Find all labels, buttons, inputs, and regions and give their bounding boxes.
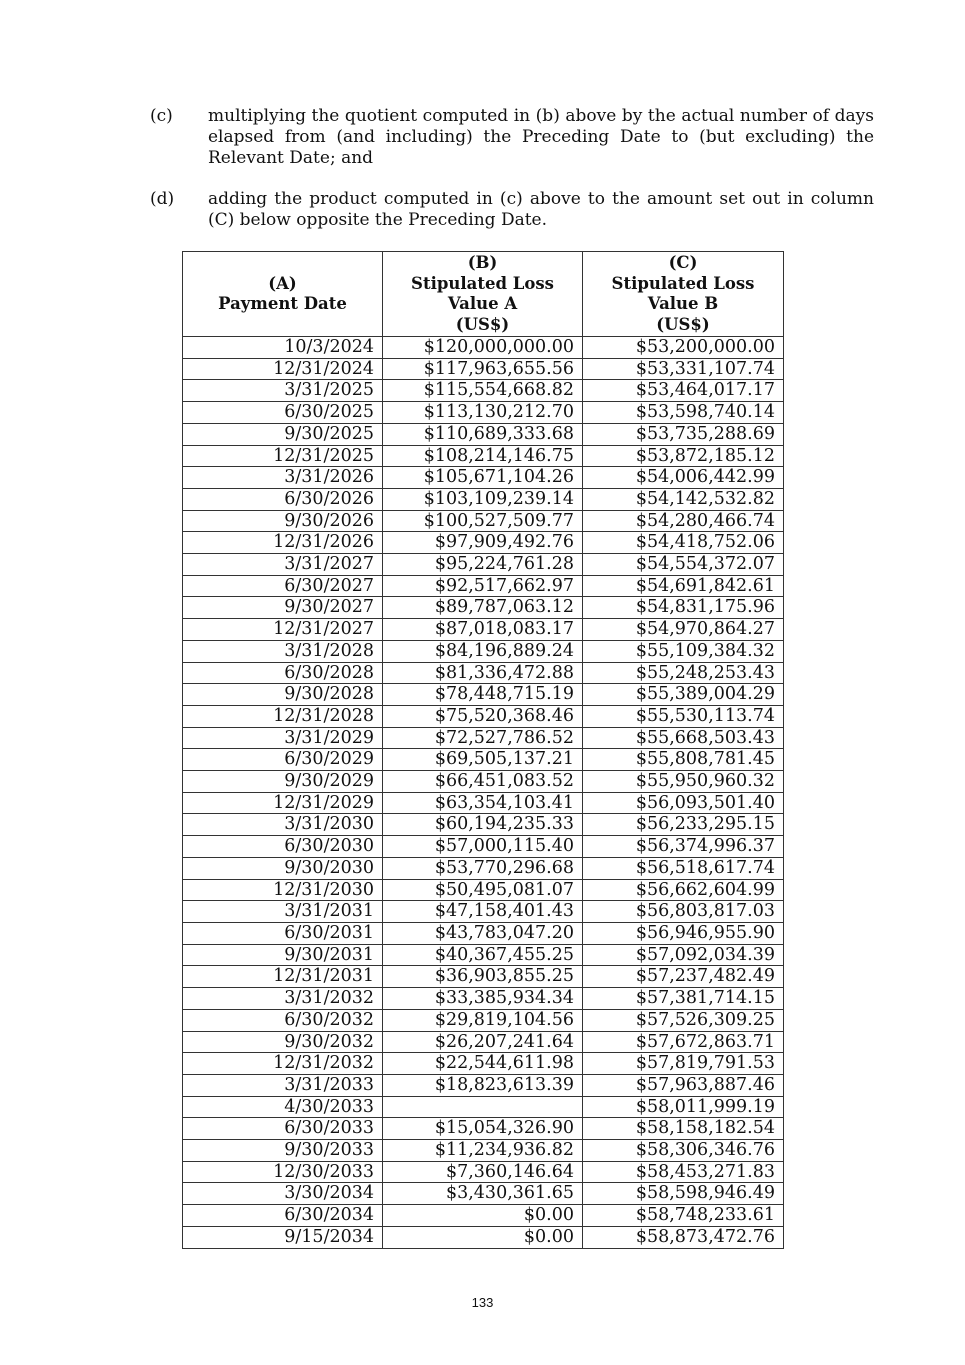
payment-date-cell: 6/30/2032 xyxy=(183,1009,383,1031)
table-row xyxy=(183,792,784,814)
table-row xyxy=(183,684,784,706)
value-b-cell: $54,554,372.07 xyxy=(583,554,784,576)
payment-date-cell: 9/30/2025 xyxy=(183,423,383,445)
value-a-cell xyxy=(383,1096,583,1118)
header-line: Value B xyxy=(647,294,719,313)
table-row xyxy=(183,1031,784,1053)
value-b-cell: $56,662,604.99 xyxy=(583,879,784,901)
table-row xyxy=(183,380,784,402)
payment-date-cell: 3/31/2029 xyxy=(183,727,383,749)
paragraph-label: (d) xyxy=(150,189,175,209)
table-row xyxy=(183,488,784,510)
table-row xyxy=(183,358,784,380)
payment-date-cell: 9/30/2029 xyxy=(183,771,383,793)
payment-date-cell: 12/30/2033 xyxy=(183,1161,383,1183)
table-row xyxy=(183,1096,784,1118)
table-row xyxy=(183,1053,784,1075)
value-a-cell: $110,689,333.68 xyxy=(383,423,583,445)
value-b-cell: $54,142,532.82 xyxy=(583,488,784,510)
payment-date-cell: 12/31/2025 xyxy=(183,445,383,467)
value-b-cell: $55,389,004.29 xyxy=(583,684,784,706)
value-b-cell: $57,381,714.15 xyxy=(583,988,784,1010)
table-row xyxy=(183,575,784,597)
payment-date-cell: 6/30/2030 xyxy=(183,836,383,858)
value-a-cell: $95,224,761.28 xyxy=(383,554,583,576)
value-b-cell: $58,873,472.76 xyxy=(583,1226,784,1248)
value-b-cell: $54,280,466.74 xyxy=(583,510,784,532)
value-a-cell: $3,430,361.65 xyxy=(383,1183,583,1205)
value-b-cell: $54,418,752.06 xyxy=(583,532,784,554)
page-number: 133 xyxy=(471,1295,494,1310)
value-a-cell: $108,214,146.75 xyxy=(383,445,583,467)
value-a-cell: $33,385,934.34 xyxy=(383,988,583,1010)
header-line: Payment Date xyxy=(218,294,347,313)
header-line: (B) xyxy=(467,253,498,272)
value-b-cell: $58,011,999.19 xyxy=(583,1096,784,1118)
payment-date-cell: 9/30/2031 xyxy=(183,944,383,966)
value-b-cell: $53,598,740.14 xyxy=(583,402,784,424)
payment-date-cell: 6/30/2034 xyxy=(183,1205,383,1227)
header-line: Stipulated Loss xyxy=(411,273,554,293)
value-a-cell: $87,018,083.17 xyxy=(383,619,583,641)
payment-date-cell: 3/30/2034 xyxy=(183,1183,383,1205)
payment-date-cell: 3/31/2026 xyxy=(183,467,383,489)
table-row xyxy=(183,1161,784,1183)
header-stipulated-loss-value-b xyxy=(583,252,784,337)
value-a-cell: $18,823,613.39 xyxy=(383,1074,583,1096)
value-a-cell: $69,505,137.21 xyxy=(383,749,583,771)
value-b-cell: $53,872,185.12 xyxy=(583,445,784,467)
value-b-cell: $58,306,346.76 xyxy=(583,1140,784,1162)
table-row xyxy=(183,1205,784,1227)
value-a-cell: $53,770,296.68 xyxy=(383,857,583,879)
value-b-cell: $54,691,842.61 xyxy=(583,575,784,597)
value-b-cell: $57,963,887.46 xyxy=(583,1074,784,1096)
table-row xyxy=(183,619,784,641)
table-row xyxy=(183,857,784,879)
payment-date-cell: 6/30/2026 xyxy=(183,488,383,510)
table-row xyxy=(183,749,784,771)
payment-date-cell: 3/31/2028 xyxy=(183,640,383,662)
table-row xyxy=(183,771,784,793)
value-b-cell: $55,530,113.74 xyxy=(583,705,784,727)
payment-date-cell: 3/31/2030 xyxy=(183,814,383,836)
value-a-cell: $57,000,115.40 xyxy=(383,836,583,858)
value-a-cell: $0.00 xyxy=(383,1205,583,1227)
payment-date-cell: 12/31/2024 xyxy=(183,358,383,380)
value-a-cell: $103,109,239.14 xyxy=(383,488,583,510)
value-a-cell: $89,787,063.12 xyxy=(383,597,583,619)
paragraph-text: multiplying the quotient computed in (b) above by the actual number of days elapsed from (and including) the Preceding Date to (but excluding) the Relevant Date; and xyxy=(208,106,874,168)
value-a-cell: $66,451,083.52 xyxy=(383,771,583,793)
value-b-cell: $53,735,288.69 xyxy=(583,423,784,445)
table-row xyxy=(183,1074,784,1096)
header-line: Stipulated Loss xyxy=(611,273,755,293)
payment-date-cell: 12/31/2027 xyxy=(183,619,383,641)
table-row xyxy=(183,554,784,576)
value-a-cell: $105,671,104.26 xyxy=(383,467,583,489)
value-b-cell: $56,518,617.74 xyxy=(583,857,784,879)
table-row xyxy=(183,705,784,727)
payment-date-cell: 3/31/2031 xyxy=(183,901,383,923)
value-a-cell: $97,909,492.76 xyxy=(383,532,583,554)
payment-date-cell: 9/30/2030 xyxy=(183,857,383,879)
value-a-cell: $120,000,000.00 xyxy=(383,337,583,359)
payment-date-cell: 6/30/2027 xyxy=(183,575,383,597)
payment-date-cell: 9/30/2027 xyxy=(183,597,383,619)
value-b-cell: $54,831,175.96 xyxy=(583,597,784,619)
value-a-cell: $15,054,326.90 xyxy=(383,1118,583,1140)
payment-date-cell: 4/30/2033 xyxy=(183,1096,383,1118)
value-b-cell: $58,453,271.83 xyxy=(583,1161,784,1183)
table-row xyxy=(183,423,784,445)
value-b-cell: $53,200,000.00 xyxy=(583,337,784,359)
payment-date-cell: 3/31/2033 xyxy=(183,1074,383,1096)
table-row xyxy=(183,532,784,554)
value-a-cell: $84,196,889.24 xyxy=(383,640,583,662)
value-a-cell: $7,360,146.64 xyxy=(383,1161,583,1183)
table-row xyxy=(183,402,784,424)
payment-date-cell: 6/30/2029 xyxy=(183,749,383,771)
payment-date-cell: 12/31/2028 xyxy=(183,705,383,727)
header-line: Value A xyxy=(447,294,518,313)
value-a-cell: $47,158,401.43 xyxy=(383,901,583,923)
table-row xyxy=(183,901,784,923)
value-a-cell: $0.00 xyxy=(383,1226,583,1248)
paragraph-d xyxy=(150,189,874,231)
value-b-cell: $55,248,253.43 xyxy=(583,662,784,684)
table-body xyxy=(183,337,784,1249)
table-row xyxy=(183,467,784,489)
value-a-cell: $63,354,103.41 xyxy=(383,792,583,814)
value-b-cell: $55,950,960.32 xyxy=(583,771,784,793)
payment-date-cell: 9/30/2028 xyxy=(183,684,383,706)
value-b-cell: $58,598,946.49 xyxy=(583,1183,784,1205)
table-row xyxy=(183,922,784,944)
table-row xyxy=(183,1226,784,1248)
table-row xyxy=(183,1183,784,1205)
table-row xyxy=(183,836,784,858)
payment-date-cell: 9/30/2032 xyxy=(183,1031,383,1053)
value-a-cell: $115,554,668.82 xyxy=(383,380,583,402)
payment-date-cell: 6/30/2025 xyxy=(183,402,383,424)
payment-date-cell: 12/31/2026 xyxy=(183,532,383,554)
value-a-cell: $100,527,509.77 xyxy=(383,510,583,532)
payment-date-cell: 9/30/2033 xyxy=(183,1140,383,1162)
value-a-cell: $92,517,662.97 xyxy=(383,575,583,597)
table-row xyxy=(183,944,784,966)
value-b-cell: $53,331,107.74 xyxy=(583,358,784,380)
stipulated-loss-table xyxy=(182,251,784,1249)
paragraph-text: adding the product computed in (c) above to the amount set out in column (C) below opposite the Preceding Date. xyxy=(208,189,874,230)
table-row xyxy=(183,640,784,662)
payment-date-cell: 12/31/2030 xyxy=(183,879,383,901)
value-a-cell: $22,544,611.98 xyxy=(383,1053,583,1075)
value-b-cell: $56,803,817.03 xyxy=(583,901,784,923)
value-a-cell: $81,336,472.88 xyxy=(383,662,583,684)
header-line: (US$) xyxy=(455,314,510,334)
value-a-cell: $117,963,655.56 xyxy=(383,358,583,380)
value-a-cell: $78,448,715.19 xyxy=(383,684,583,706)
value-b-cell: $56,093,501.40 xyxy=(583,792,784,814)
value-b-cell: $53,464,017.17 xyxy=(583,380,784,402)
table-row xyxy=(183,1009,784,1031)
value-b-cell: $56,233,295.15 xyxy=(583,814,784,836)
header-line: (A) xyxy=(268,273,297,293)
table-row xyxy=(183,337,784,359)
payment-date-cell: 10/3/2024 xyxy=(183,337,383,359)
value-a-cell: $50,495,081.07 xyxy=(383,879,583,901)
payment-date-cell: 6/30/2031 xyxy=(183,922,383,944)
payment-date-cell: 3/31/2032 xyxy=(183,988,383,1010)
value-a-cell: $36,903,855.25 xyxy=(383,966,583,988)
value-b-cell: $55,109,384.32 xyxy=(583,640,784,662)
payment-date-cell: 3/31/2025 xyxy=(183,380,383,402)
value-b-cell: $55,808,781.45 xyxy=(583,749,784,771)
value-a-cell: $60,194,235.33 xyxy=(383,814,583,836)
paragraph-label: (c) xyxy=(150,106,173,126)
value-a-cell: $113,130,212.70 xyxy=(383,402,583,424)
value-a-cell: $26,207,241.64 xyxy=(383,1031,583,1053)
table-row xyxy=(183,597,784,619)
value-b-cell: $56,374,996.37 xyxy=(583,836,784,858)
payment-date-cell: 9/15/2034 xyxy=(183,1226,383,1248)
value-b-cell: $57,092,034.39 xyxy=(583,944,784,966)
table-row xyxy=(183,662,784,684)
value-a-cell: $75,520,368.46 xyxy=(383,705,583,727)
value-a-cell: $11,234,936.82 xyxy=(383,1140,583,1162)
table-row xyxy=(183,966,784,988)
header-line: (US$) xyxy=(656,314,710,334)
payment-date-cell: 9/30/2026 xyxy=(183,510,383,532)
table-row xyxy=(183,988,784,1010)
value-b-cell: $58,748,233.61 xyxy=(583,1205,784,1227)
table-row xyxy=(183,879,784,901)
value-b-cell: $57,819,791.53 xyxy=(583,1053,784,1075)
header-stipulated-loss-value-a xyxy=(383,252,583,337)
table-row xyxy=(183,1140,784,1162)
value-b-cell: $57,672,863.71 xyxy=(583,1031,784,1053)
payment-date-cell: 12/31/2031 xyxy=(183,966,383,988)
value-a-cell: $29,819,104.56 xyxy=(383,1009,583,1031)
value-b-cell: $58,158,182.54 xyxy=(583,1118,784,1140)
payment-date-cell: 6/30/2028 xyxy=(183,662,383,684)
value-a-cell: $43,783,047.20 xyxy=(383,922,583,944)
value-a-cell: $72,527,786.52 xyxy=(383,727,583,749)
payment-date-cell: 6/30/2033 xyxy=(183,1118,383,1140)
value-b-cell: $56,946,955.90 xyxy=(583,922,784,944)
value-b-cell: $57,237,482.49 xyxy=(583,966,784,988)
table-row xyxy=(183,814,784,836)
payment-date-cell: 12/31/2032 xyxy=(183,1053,383,1075)
value-b-cell: $55,668,503.43 xyxy=(583,727,784,749)
value-b-cell: $54,970,864.27 xyxy=(583,619,784,641)
payment-date-cell: 3/31/2027 xyxy=(183,554,383,576)
table-header-row xyxy=(183,252,784,337)
table-row xyxy=(183,445,784,467)
paragraph-c xyxy=(150,106,874,169)
value-b-cell: $54,006,442.99 xyxy=(583,467,784,489)
payment-date-cell: 12/31/2029 xyxy=(183,792,383,814)
value-a-cell: $40,367,455.25 xyxy=(383,944,583,966)
value-b-cell: $57,526,309.25 xyxy=(583,1009,784,1031)
table-row xyxy=(183,727,784,749)
table-row xyxy=(183,510,784,532)
header-payment-date xyxy=(183,252,383,337)
table-row xyxy=(183,1118,784,1140)
header-line: (C) xyxy=(668,253,698,272)
